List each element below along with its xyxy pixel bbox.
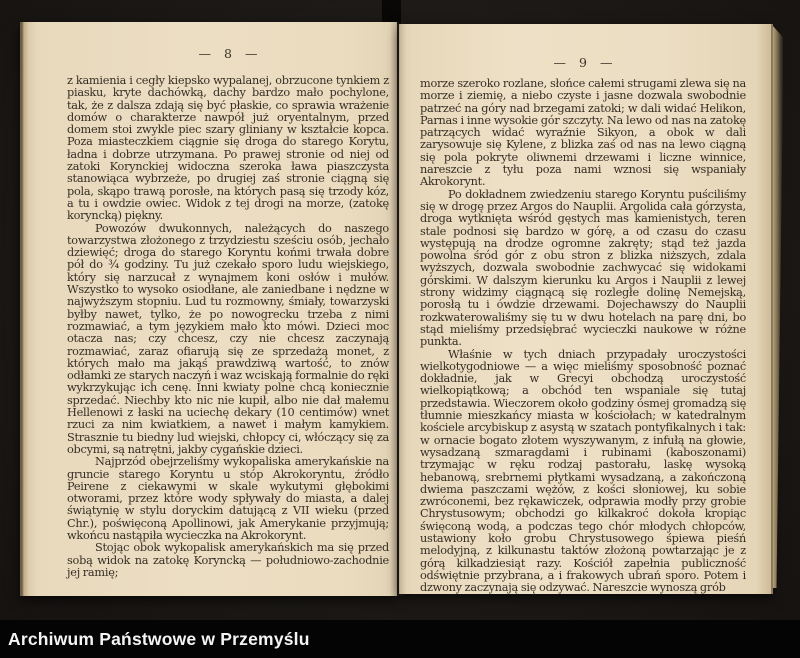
page-number-header-right: — 9 — [553, 55, 613, 70]
watermark-bar [0, 620, 800, 658]
paragraph: z kamienia i cegły kiepsko wypalanej, obrzucone tynkiem z piasku, kryte dachówką, dachy bardzo mało pochylone, tak, że z dalsza zdają się być płaskie, co sprawia wrażenie domów o charakterze nawpół już oryentalnym, przed domem stoi zwykle piec szary gliniany w kształcie kopca. Poza miasteczkiem ciągnie się droga do starego Korytu, ładna i dobrze utrzymana. Po prawej stronie od niej od zatoki Korynckiej widoczna szeroka ława piaszczysta stanowiąca wybrzeże, po drugiej zaś stronie ciągną się pola, skąpo trawą porosłe, na których pasą się trzody kóz, a tu i owdzie owiec. Widok z tej drogi na morze, (zatokę koryncką) piękny. [67, 74, 389, 223]
paragraph: Stojąc obok wykopalisk amerykańskich ma się przed sobą widok na zatokę Koryncką — południowo-zachodnie jej ramię; [67, 541, 389, 579]
paragraph: Najprzód obejrzeliśmy wykopaliska amerykańskie na gruncie starego Koryntu u stóp Akrokoryntu, źródło Peirene z ciekawymi w skale wykutymi głębokimi otworami, przez które wody spływały do miasta, a dalej świątynię w stylu doryckim datującą z VII wieku (przed Chr.), poświęconą Apollinowi, jak Amerykanie przyjmują; wkońcu nastąpiła wycieczka na Akrokorynt. [67, 455, 389, 542]
paragraph: Po dokładnem zwiedzeniu starego Koryntu puściliśmy się w drogę przez Argos do Nauplii. Argolida cała górzysta, droga wytknięta wśród gęstych mas kamienistych, teren stale podnosi się bardzo w górę, a od czasu do czasu występują na drodze ogromne zakręty; stąd też jazda powolna śród gór z obu stron z blizka niższych, zdala wyższych, dozwala swobodnie zachwycać się widokami górskimi. W dalszym kierunku ku Argos i Nauplii z lewej strony widzimy ciągnącą się rozległe dolinę Nemejską, porosłą tu i ówdzie drzewami. Dojechawszy do Nauplii rozkwaterowaliśmy się tu w dwu hotelach na parę dni, bo stąd mieliśmy przedsiębrać wycieczki naukowe w różne punkta. [420, 187, 746, 349]
book-page-left [20, 22, 397, 596]
book-spine-top [382, 0, 401, 24]
book-page-right [399, 24, 773, 594]
paragraph: Powozów dwukonnych, należących do naszego towarzystwa złożonego z trzydziestu sześciu osób, jechało dziewięć; droga do starego Koryntu końmi trwała dobre pół do ¾ godziny. Tu już czekało sporo ludu wiejskiego, który się narzucał z wynajmem koni osłów i mułów. Wszystko to wysoko osiodłane, ale zaniedbane i nędzne w najwyższym stopniu. Lud tu rozmowny, śmiały, towarzyski byłby nawet, tylko, że po nowogrecku trzeba z nimi rozmawiać, a tym językiem mało kto mówi. Dzieci moc otacza nas; czy chcesz, czy nie chcesz zaczynają rozmawiać, zaraz ofiarują się ze sprzedażą monet, z których mało ma jakąś prawdziwą wartość, to znów odłamki ze starych naczyń i waz wciskają formalnie do ręki wykrzykując ich cenę. Inni kwiaty polne chcą koniecznie sprzedać. Niechby kto nic nie kupił, albo nie dał małemu Hellenowi z łaski na uciechę dekary (10 centimów) wnet rzuci za nim kwiatkiem, a nawet i małym kamykiem. Strasznie tu biedny lud wiejski, chłopcy ci, włóczący się za obcymi, są natrętni, jakby cygańskie dzieci. [67, 221, 389, 456]
paragraph: morze szeroko rozlane, słońce całemi strugami zlewa się na morze i ziemię, a niebo czyste i jasne dozwala swobodnie patrzeć na góry nad brzegami zatoki; w dali widać Helikon, Parnas i inne wysokie gór szczyty. Na lewo od nas na zatokę patrzących widać wyraźnie Sikyon, a obok w dali zarysowuje się Kylene, z blizka zaś od nas na lewo ciągną się pola pokryte oliwnemi drzewami i liczne winnice, nareszcie z tyłu poza nami wznosi się wspaniały Akrokorynt. [420, 77, 746, 189]
page-left-content [67, 46, 389, 579]
page-right-content [420, 55, 746, 594]
paragraph: Właśnie w tych dniach przypadały uroczystości wielkotygodniowe — a więc mieliśmy sposobność poznać dokładnie, jak w Grecyi obchodzą uroczystość wielkopiątkową; a obchód ten wspaniale się tutaj przedstawia. Wieczorem około godziny ósmej gromadzą się tłumnie mieszkańcy miasta w kościołach; w katedralnym kościele arcybiskup z asystą w szatach pontyfikalnych i tak: w ornacie bogato złotem wyszywanym, z infułą na głowie, wysadzaną szmaragdami i rubinami (kaboszonami) trzymając w ręku rodzaj pastorału, laskę wysoką hebanową, srebrnemi płytkami wysadzaną, a zakończoną dwiema paszczami wężów, z kości słoniowej, ku sobie zwróconemi, bez rękawiczek, odprawia modły przy grobie Chrystusowym; obchodzi go kilkakroć dokoła kropiąc święconą wodą, a podczas tego chór młodych chłopców, ustawiony koło grobu Chrystusowego śpiewa pieśń melodyjną, z kilkunastu taktów złożoną powtarzając je z górą kilkadziesiąt razy. Kościół zapełnia publiczność odświętnie przybrana, a i frakowych ubrań sporo. Potem i dzwony zaczynają się odzywać. Nareszcie wynoszą grób [420, 347, 746, 595]
archive-name-label: Archiwum Państwowe w Przemyślu [8, 628, 310, 649]
page-stack-fore-edge [773, 26, 783, 588]
page-number-header-left: — 8 — [198, 46, 258, 61]
